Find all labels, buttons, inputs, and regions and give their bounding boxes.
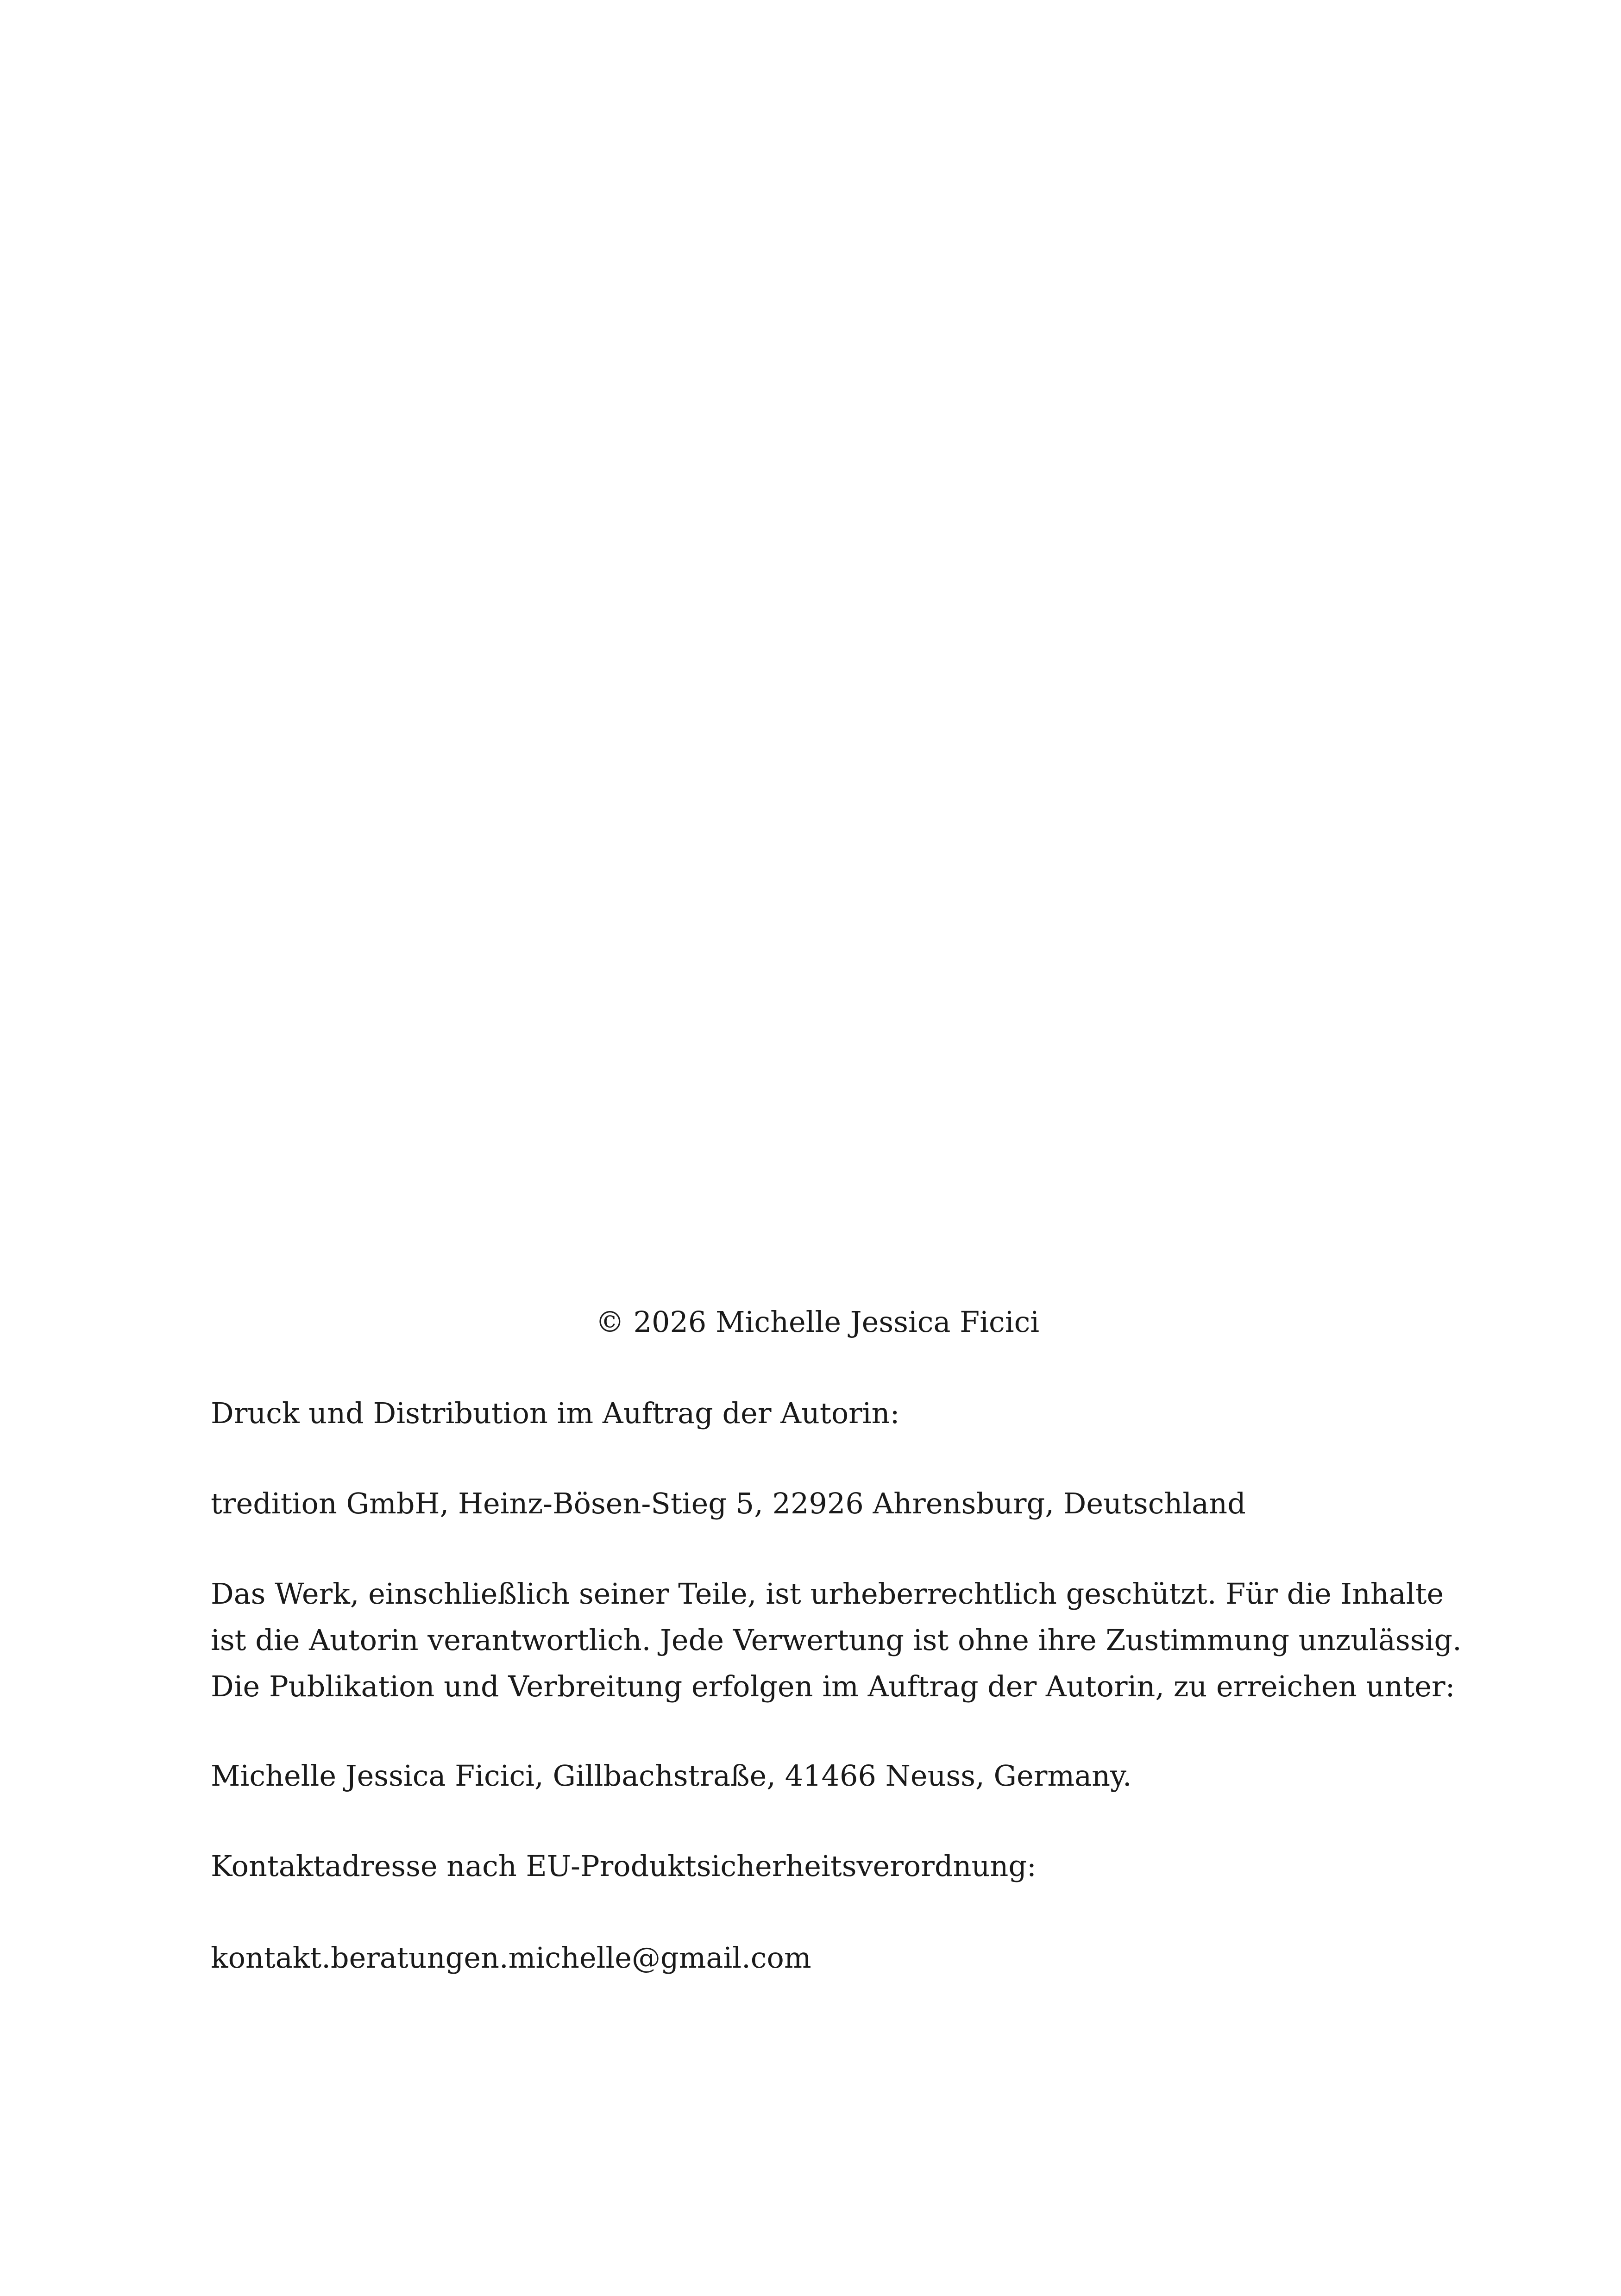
legal-notice-line: ist die Autorin verantwortlich. Jede Verwertung ist ohne ihre Zustimmung unzulässig. xyxy=(211,1623,1462,1657)
legal-notice-line: Die Publikation und Verbreitung erfolgen im Auftrag der Autorin, zu erreichen unter: xyxy=(211,1669,1455,1703)
legal-notice-line: Das Werk, einschließlich seiner Teile, ist urheberrechtlich geschützt. Für die Inhalte xyxy=(211,1577,1444,1611)
distribution-label: Druck und Distribution im Auftrag der Autorin: xyxy=(211,1396,900,1430)
contact-label: Kontaktadresse nach EU-Produktsicherheitsverordnung: xyxy=(211,1849,1037,1883)
distributor-address: tredition GmbH, Heinz-Bösen-Stieg 5, 22926 Ahrensburg, Deutschland xyxy=(211,1487,1246,1520)
author-address: Michelle Jessica Ficici, Gillbachstraße, 41466 Neuss, Germany. xyxy=(211,1759,1132,1793)
legal-notice xyxy=(211,1571,1462,1710)
contact-email: kontakt.beratungen.michelle@gmail.com xyxy=(211,1941,811,1975)
copyright-notice: © 2026 Michelle Jessica Ficici xyxy=(595,1305,1040,1339)
